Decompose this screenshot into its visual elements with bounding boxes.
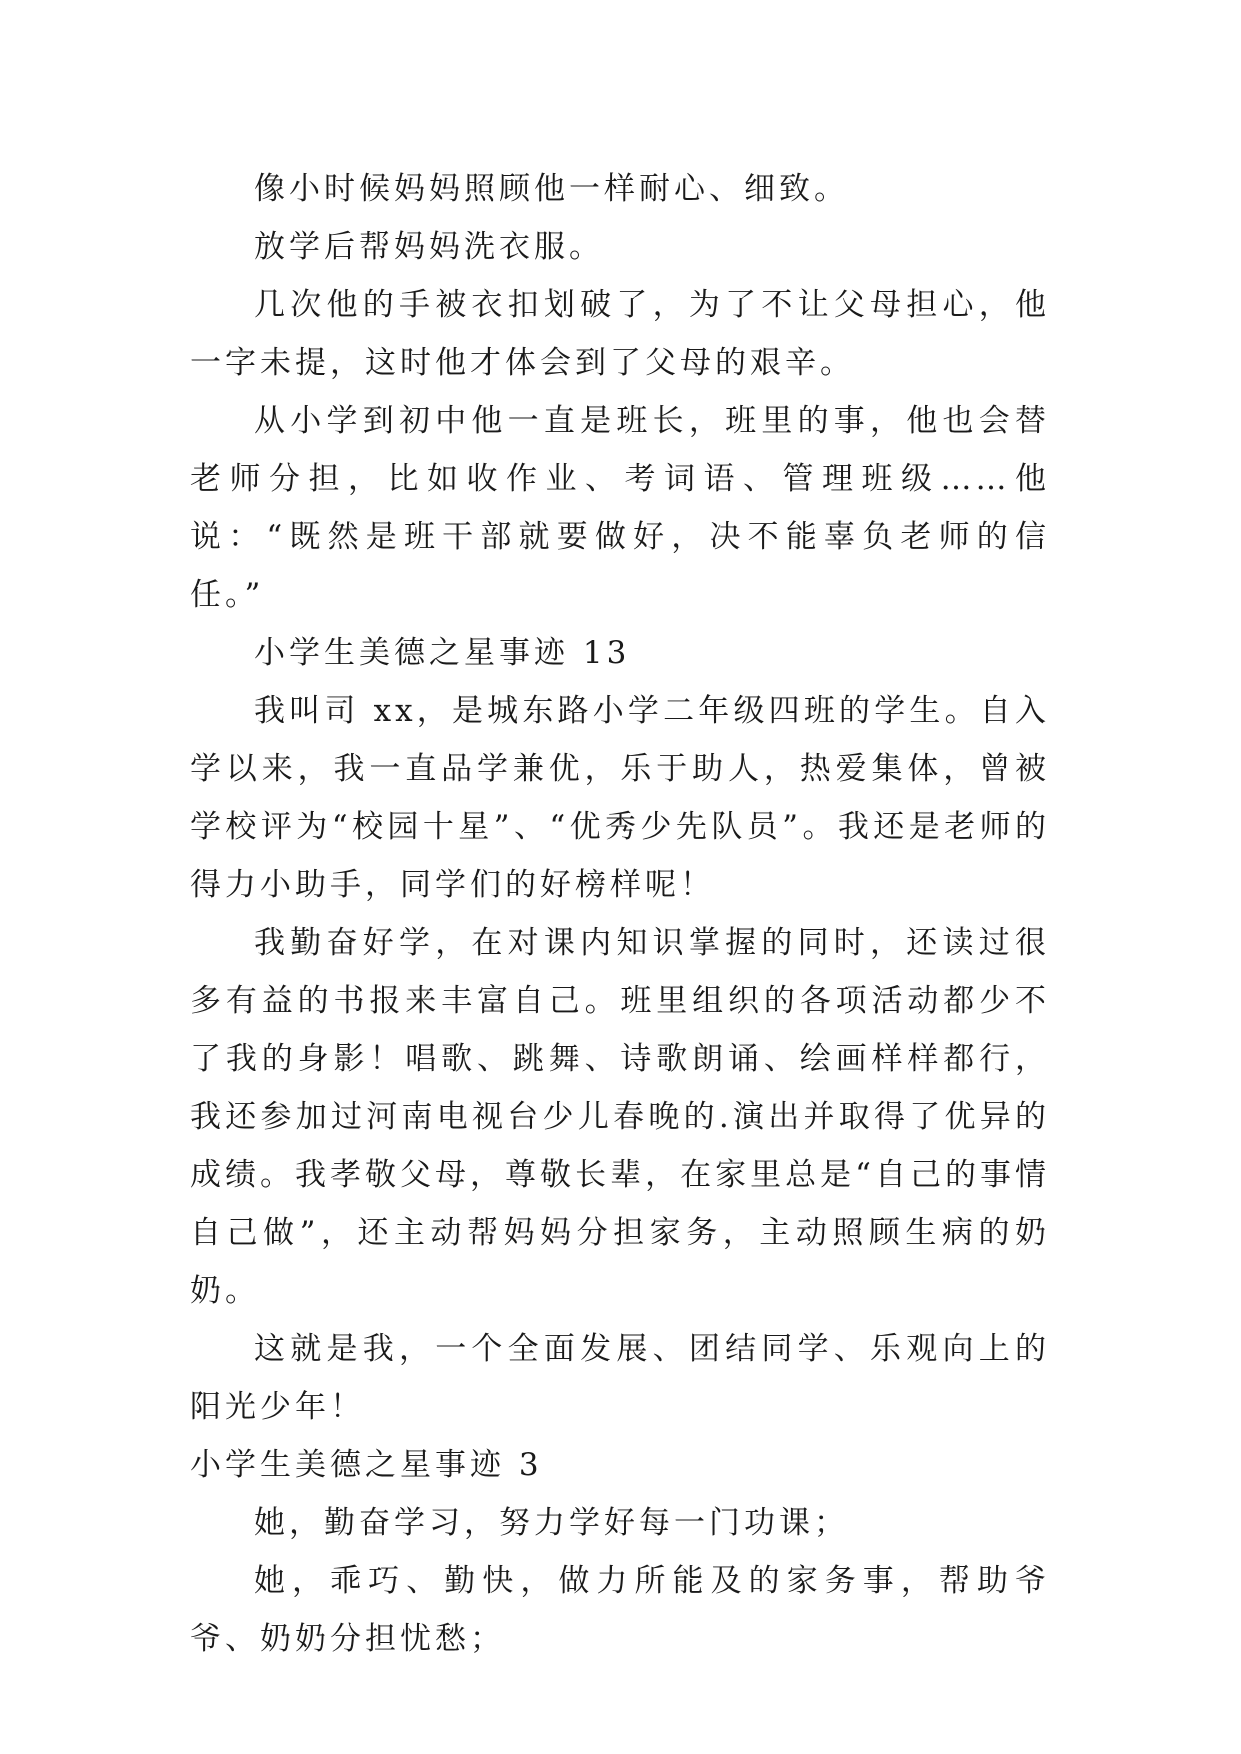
paragraph: 这就是我，一个全面发展、团结同学、乐观向上的阳光少年！ [190, 1331, 1050, 1425]
paragraph: 几次他的手被衣扣划破了，为了不让父母担心，他一字未提，这时他才体会到了父母的艰辛。 [190, 287, 1050, 381]
paragraph: 从小学到初中他一直是班长，班里的事，他也会替老师分担，比如收作业、考词语、管理班级……他说：“既然是班干部就要做好，决不能辜负老师的信任。” [190, 403, 1050, 613]
paragraph: 像小时候妈妈照顾他一样耐心、细致。 [254, 171, 849, 207]
document-body [190, 160, 1050, 1668]
paragraph: 我叫司 xx，是城东路小学二年级四班的学生。自入学以来，我一直品学兼优，乐于助人，热爱集体，曾被学校评为“校园十星”、“优秀少先队员”。我还是老师的得力小助手，同学们的好榜样呢！ [190, 693, 1050, 903]
section-heading: 小学生美德之星事迹 13 [254, 635, 631, 671]
paragraph: 她，乖巧、勤快，做力所能及的家务事，帮助爷爷、奶奶分担忧愁； [190, 1563, 1050, 1657]
paragraph: 放学后帮妈妈洗衣服。 [254, 229, 604, 265]
paragraph: 我勤奋好学，在对课内知识掌握的同时，还读过很多有益的书报来丰富自己。班里组织的各项活动都少不了我的身影！唱歌、跳舞、诗歌朗诵、绘画样样都行，我还参加过河南电视台少儿春晚的.演出并取得了优异的成绩。我孝敬父母，尊敬长辈，在家里总是“自己的事情自己做”，还主动帮妈妈分担家务，主动照顾生病的奶奶。 [190, 925, 1050, 1309]
paragraph: 她，勤奋学习，努力学好每一门功课； [254, 1505, 849, 1541]
section-heading: 小学生美德之星事迹 3 [190, 1447, 543, 1483]
